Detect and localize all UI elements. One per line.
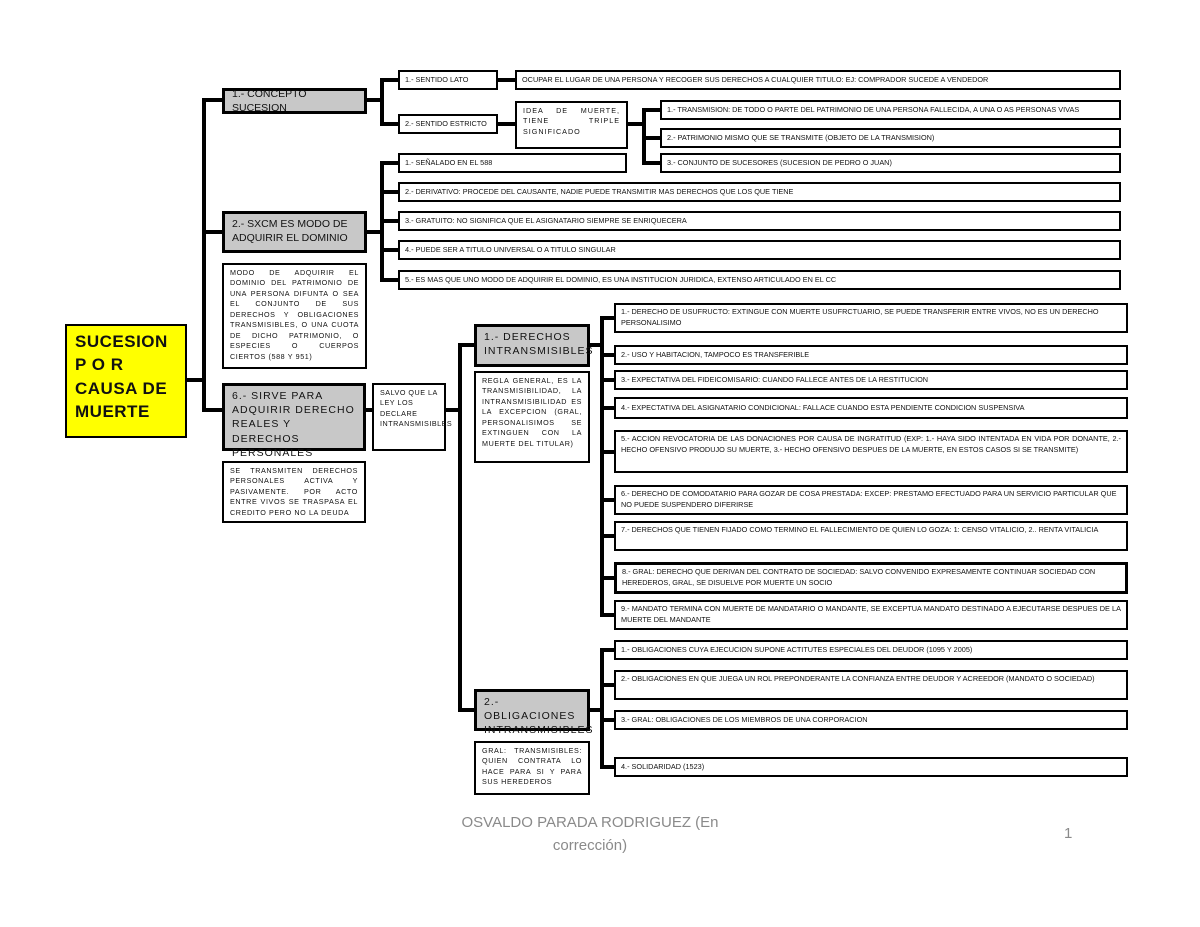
derechos-item-9: 9.- MANDATO TERMINA CON MUERTE DE MANDATARIO O MANDANTE, SE EXCEPTUA MANDATO DESTINADO A EJECUTARSE DESPUES DE LA MUERTE DEL MANDANTE (614, 600, 1128, 630)
modo-definition: MODO DE ADQUIRIR EL DOMINIO DEL PATRIMONIO DE UNA PERSONA DIFUNTA O SEA EL CONJUNTO DE SUS DERECHOS Y OBLIGACIONES TRANSMISIBLES, O UNA CUOTA DE DICHO PATRIMONIO, O ESPECIES O CUERPOS CIERTOS (588 Y 951) (222, 263, 367, 369)
obligaciones-item-1: 1.- OBLIGACIONES CUYA EJECUCION SUPONE ACTITUTES ESPECIALES DEL DEUDOR (1095 Y 2005) (614, 640, 1128, 660)
footer-author-line1: OSVALDO PARADA RODRIGUEZ (En (461, 814, 719, 831)
derechos-heading: 1.- DERECHOS INTRANSMISIBLES (474, 324, 590, 367)
modo-item-3: 3.- GRATUITO: NO SIGNIFICA QUE EL ASIGNATARIO SIEMPRE SE ENRIQUECERA (398, 211, 1121, 231)
derechos-note: REGLA GENERAL, ES LA TRANSMISIBILIDAD, LA INTRANSMISIBILIDAD ES LA EXCEPCION (GRAL, PERSONALISIMOS SE EXTINGUEN CON LA MUERTE DEL TITULAR) (474, 371, 590, 463)
page-number: 1 (1064, 825, 1073, 842)
sentido-lato-definition: OCUPAR EL LUGAR DE UNA PERSONA Y RECOGER SUS DERECHOS A CUALQUIER TITULO: EJ: COMPRADOR SUCEDE A VENDEDOR (515, 70, 1121, 90)
concepto-heading: 1.- CONCEPTO SUCESION (222, 88, 367, 114)
idea-muerte-box: IDEA DE MUERTE, TIENE TRIPLE SIGNIFICADO (515, 101, 628, 149)
modo-item-1: 1.- SEÑALADO EN EL 588 (398, 153, 627, 173)
obligaciones-item-2: 2.- OBLIGACIONES EN QUE JUEGA UN ROL PREPONDERANTE LA CONFIANZA ENTRE DEUDOR Y ACREEDOR (MANDATO O SOCIEDAD) (614, 670, 1128, 700)
footer-author (430, 812, 750, 857)
sirve-note: SE TRANSMITEN DERECHOS PERSONALES ACTIVA Y PASIVAMENTE. POR ACTO ENTRE VIVOS SE TRASPASA EL CREDITO PERO NO LA DEUDA (222, 461, 366, 523)
salvo-box: SALVO QUE LA LEY LOS DECLARE INTRANSMISIBLES (372, 383, 446, 451)
obligaciones-note: GRAL: TRANSMISIBLES: QUIEN CONTRATA LO HACE PARA SI Y PARA SUS HEREDEROS (474, 741, 590, 795)
footer-author-line2: corrección) (552, 836, 628, 854)
derechos-item-8: 8.- GRAL: DERECHO QUE DERIVAN DEL CONTRATO DE SOCIEDAD: SALVO CONVENIDO EXPRESAMENTE CONTINUAR SOCIEDAD CON HEREDEROS, GRAL, SE DISUELVE POR MUERTE UN SOCIO (614, 562, 1128, 594)
root-title: SUCESION P O R CAUSA DE MUERTE (65, 324, 187, 438)
derechos-item-4: 4.- EXPECTATIVA DEL ASIGNATARIO CONDICIONAL: FALLACE CUANDO ESTA PENDIENTE CONDICION SUSPENSIVA (614, 397, 1128, 419)
derechos-item-6: 6.- DERECHO DE COMODATARIO PARA GOZAR DE COSA PRESTADA: EXCEP: PRESTAMO EFECTUADO PARA UN SERVICIO PARTICULAR QUE NO PUEDE SUSPENDERO DIFERIRSE (614, 485, 1128, 515)
derechos-item-3: 3.- EXPECTATIVA DEL FIDEICOMISARIO: CUANDO FALLECE ANTES DE LA RESTITUCION (614, 370, 1128, 390)
estricto-item-3: 3.- CONJUNTO DE SUCESORES (SUCESION DE PEDRO O JUAN) (660, 153, 1121, 173)
obligaciones-item-4: 4.- SOLIDARIDAD (1523) (614, 757, 1128, 777)
derechos-item-5: 5.- ACCION REVOCATORIA DE LAS DONACIONES POR CAUSA DE INGRATITUD (EXP: 1.- HAYA SIDO INTENTADA EN VIDA POR DONANTE, 2.- HECHO OFENSIVO PRODUJO SU MUERTE, 3.- HECHO OFENSIVO DESPUES DE LA MUERTE, EN ESTOS CASOS SI SE TRANSMITE) (614, 430, 1128, 473)
sentido-estricto-box: 2.- SENTIDO ESTRICTO (398, 114, 498, 134)
modo-heading: 2.- SXCM ES MODO DE ADQUIRIR EL DOMINIO (222, 211, 367, 253)
estricto-item-2: 2.- PATRIMONIO MISMO QUE SE TRANSMITE (OBJETO DE LA TRANSMISION) (660, 128, 1121, 148)
derechos-item-7: 7.- DERECHOS QUE TIENEN FIJADO COMO TERMINO EL FALLECIMIENTO DE QUIEN LO GOZA: 1: CENSO VITALICIO, 2.. RENTA VITALICIA (614, 521, 1128, 551)
modo-item-4: 4.- PUEDE SER A TITULO UNIVERSAL O A TITULO SINGULAR (398, 240, 1121, 260)
sentido-lato-box: 1.- SENTIDO LATO (398, 70, 498, 90)
modo-item-2: 2.- DERIVATIVO: PROCEDE DEL CAUSANTE, NADIE PUEDE TRANSMITIR MAS DERECHOS QUE LOS QUE TIENE (398, 182, 1121, 202)
estricto-item-1: 1.- TRANSMISION: DE TODO O PARTE DEL PATRIMONIO DE UNA PERSONA FALLECIDA, A UNA O AS PERSONAS VIVAS (660, 100, 1121, 120)
derechos-item-2: 2.- USO Y HABITACION, TAMPOCO ES TRANSFERIBLE (614, 345, 1128, 365)
obligaciones-heading: 2.- OBLIGACIONES INTRANSMISIBLES (474, 689, 590, 731)
modo-item-5: 5.- ES MAS QUE UNO MODO DE ADQUIRIR EL DOMINIO, ES UNA INSTITUCION JURIDICA, EXTENSO ARTICULADO EN EL CC (398, 270, 1121, 290)
derechos-item-1: 1.- DERECHO DE USUFRUCTO: EXTINGUE CON MUERTE USUFRCTUARIO, SE PUEDE TRANSFERIR ENTRE VIVOS, NO ES UN DERECHO PERSONALISIMO (614, 303, 1128, 333)
sirve-heading: 6.- SIRVE PARA ADQUIRIR DERECHO REALES Y DERECHOS PERSONALES (222, 383, 366, 451)
obligaciones-item-3: 3.- GRAL: OBLIGACIONES DE LOS MIEMBROS DE UNA CORPORACION (614, 710, 1128, 730)
